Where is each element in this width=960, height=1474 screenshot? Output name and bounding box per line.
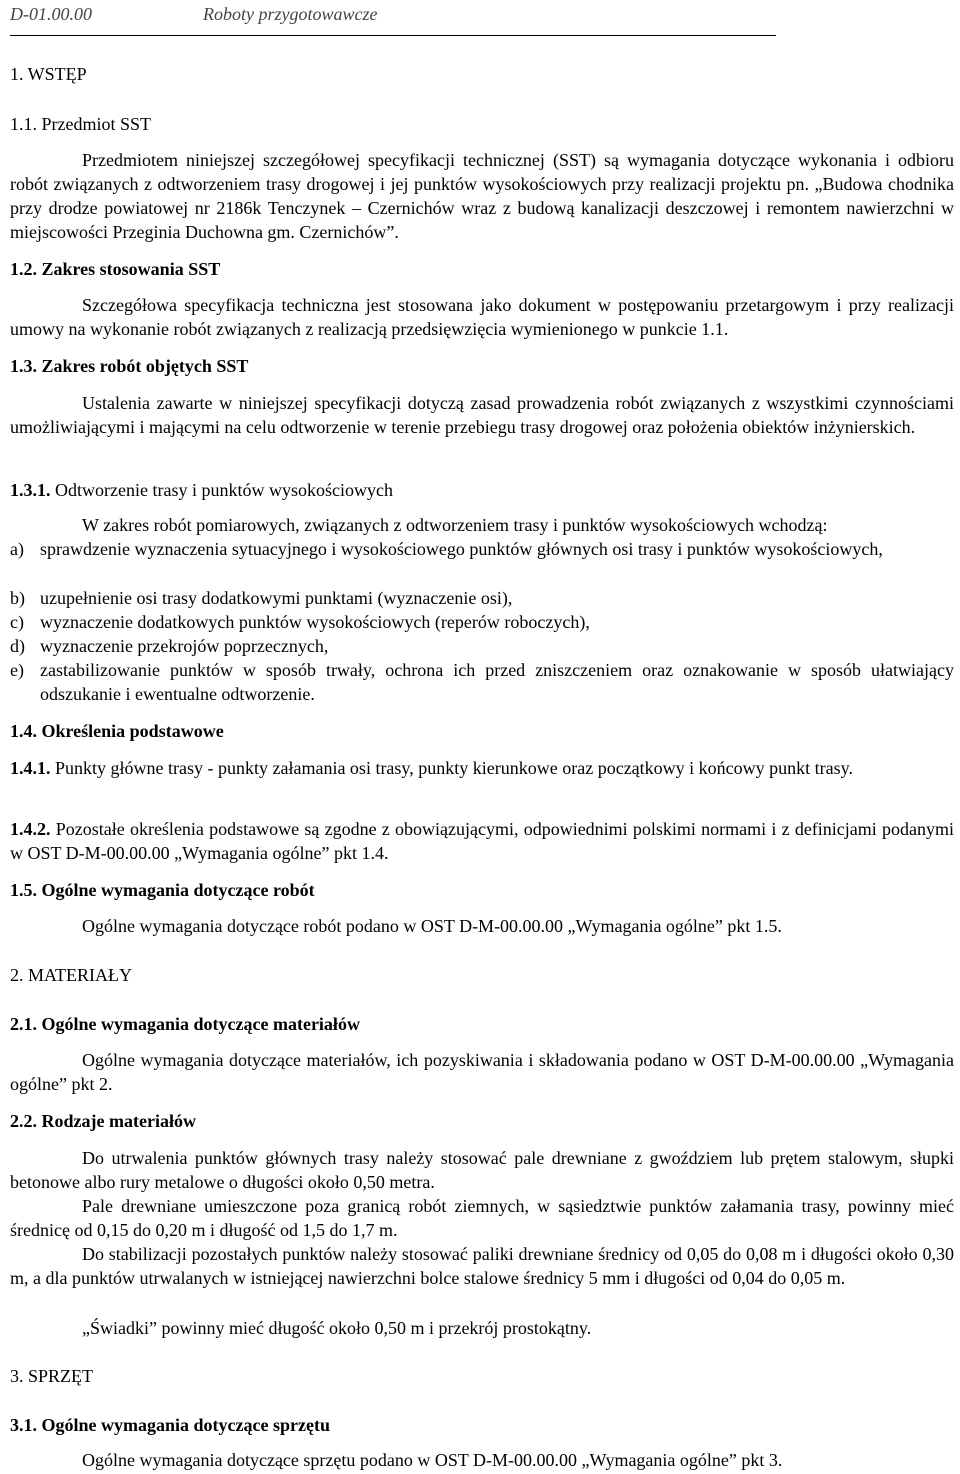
list-item-text: sprawdzenie wyznaczenia sytuacyjnego i wysokościowego punktów głównych osi trasy i punktów wysokościowych,: [40, 539, 883, 559]
subsection-number: 1.2.: [10, 259, 37, 279]
paragraph-1-5: Ogólne wymagania dotyczące robót podano w OST D-M-00.00.00 „Wymagania ogólne” pkt 1.5.: [82, 916, 782, 936]
subsection-title: Ogólne wymagania dotyczące robót: [41, 880, 315, 900]
list-item: [10, 634, 954, 658]
paragraph-text: Pozostałe określenia podstawowe są zgodne z obowiązującymi, odpowiednimi polskimi normami i z definicjami podanymi w OST D-M-00.00.00 „Wymagania ogólne” pkt 1.4.: [10, 819, 955, 863]
subsection-number: 2.1.: [10, 1014, 37, 1034]
list-item: [10, 537, 954, 561]
paragraph-number: 1.4.2.: [10, 819, 51, 839]
subsection-heading-1-5: [10, 878, 315, 902]
subsection-heading-2-1: [10, 1012, 360, 1036]
subsection-heading-1-3: [10, 354, 248, 378]
paragraph-1-3-1-intro: W zakres robót pomiarowych, związanych z odtworzeniem trasy i punktów wysokościowych wchodzą:: [82, 515, 828, 535]
paragraph-1-4-1: [10, 756, 954, 780]
subsection-title: Przedmiot SST: [41, 114, 152, 134]
subsection-title: Rodzaje materiałów: [41, 1111, 196, 1131]
subsection-number: 3.1.: [10, 1415, 37, 1435]
list-item: [10, 610, 954, 634]
list-item-text: zastabilizowanie punktów w sposób trwały, ochrona ich przed zniszczeniem oraz oznakowanie w sposób ułatwiający odszukanie i ewentualne odtworzenie.: [40, 660, 954, 704]
subsection-number: 1.4.: [10, 721, 37, 741]
subsection-number: 1.5.: [10, 880, 37, 900]
subsection-heading-1-4: [10, 719, 224, 743]
list-item-text: wyznaczenie przekrojów poprzecznych,: [40, 636, 329, 656]
list-item-label: a): [10, 539, 24, 559]
paragraph-number: 1.4.1.: [10, 758, 51, 778]
document-code: D-01.00.00: [10, 4, 92, 24]
list-item-label: e): [10, 660, 24, 680]
subsection-heading-1-2: [10, 257, 220, 281]
subsection-title: Zakres robót objętych SST: [41, 356, 249, 376]
subsection-number: 2.2.: [10, 1111, 37, 1131]
subsection-title: Określenia podstawowe: [41, 721, 224, 741]
paragraph-2-2-b: Pale drewniane umieszczone poza granicą robót ziemnych, w sąsiedztwie punktów załamania trasy, powinny mieć średnicę od 0,15 do 0,20 m i długość od 1,5 do 1,7 m.: [10, 1196, 954, 1240]
subsection-title: Ogólne wymagania dotyczące sprzętu: [41, 1415, 330, 1435]
subsection-number: 1.3.: [10, 356, 37, 376]
paragraph-2-2-a: Do utrwalenia punktów głównych trasy należy stosować pale drewniane z gwoździem lub prętem stalowym, słupki betonowe albo rury metalowe o długości około 0,50 metra.: [10, 1148, 954, 1192]
paragraph-text: Punkty główne trasy - punkty załamania osi trasy, punkty kierunkowe oraz początkowy i końcowy punkt trasy.: [55, 758, 853, 778]
paragraph-1-3: Ustalenia zawarte w niniejszej specyfikacji dotyczą zasad prowadzenia robót związanych z wszystkimi czynnościami umożliwiającymi i mającymi na celu odtworzenie w terenie przebiegu trasy drogowej oraz położenia obiektów inżynierskich.: [10, 393, 954, 437]
subsection-title: Zakres stosowania SST: [41, 259, 221, 279]
paragraph-3-1: Ogólne wymagania dotyczące sprzętu podano w OST D-M-00.00.00 „Wymagania ogólne” pkt 3.: [82, 1450, 783, 1470]
subsection-heading-1-1: [10, 112, 151, 136]
section-heading-3: 3. SPRZĘT: [10, 1366, 94, 1386]
paragraph-1-4-2: [10, 817, 954, 865]
subsection-number: 1.1.: [10, 114, 37, 134]
list-item: [10, 658, 954, 706]
section-heading-2: 2. MATERIAŁY: [10, 965, 132, 985]
subsection-heading-2-2: [10, 1109, 196, 1133]
list-item-label: d): [10, 636, 25, 656]
list-item-label: b): [10, 588, 25, 608]
page-header: [10, 1, 776, 36]
paragraph-2-1: Ogólne wymagania dotyczące materiałów, ich pozyskiwania i składowania podano w OST D-M-00.00.00 „Wymagania ogólne” pkt 2.: [10, 1050, 954, 1094]
subsection-heading-3-1: [10, 1413, 330, 1437]
paragraph-1-2: Szczegółowa specyfikacja techniczna jest stosowana jako dokument w postępowaniu przetargowym i przy realizacji umowy na wykonanie robót związanych z realizacją przedsięwzięcia wymienionego w punkcie 1.1.: [10, 295, 954, 339]
subsection-number: 1.3.1.: [10, 480, 51, 500]
list-item-label: c): [10, 612, 24, 632]
list-item-text: wyznaczenie dodatkowych punktów wysokościowych (reperów roboczych),: [40, 612, 590, 632]
paragraph-1-1: Przedmiotem niniejszej szczegółowej specyfikacji technicznej (SST) są wymagania dotyczące wykonania i odbioru robót związanych z odtworzeniem trasy drogowej i jej punktów wysokościowych przy realizacji projektu pn. „Budowa chodnika przy drodze powiatowej nr 2186k Tenczynek – Czernichów wraz z budową kanalizacji deszczowej i remontem nawierzchni w miejscowości Przeginia Duchowna gm. Czernichów”.: [10, 150, 954, 242]
section-heading-1: 1. WSTĘP: [10, 64, 87, 84]
list-item: [10, 586, 954, 610]
document-title: Roboty przygotowawcze: [203, 4, 378, 24]
paragraph-2-2-d: „Świadki” powinny mieć długość około 0,50 m i przekrój prostokątny.: [82, 1318, 592, 1338]
list-item-text: uzupełnienie osi trasy dodatkowymi punktami (wyznaczenie osi),: [40, 588, 513, 608]
subsection-title: Odtworzenie trasy i punktów wysokościowych: [55, 480, 393, 500]
subsection-title: Ogólne wymagania dotyczące materiałów: [41, 1014, 360, 1034]
subsection-heading-1-3-1: [10, 478, 393, 502]
paragraph-2-2-c: Do stabilizacji pozostałych punktów należy stosować paliki drewniane średnicy od 0,05 do 0,08 m i długości około 0,30 m, a dla punktów utrwalanych w istniejącej nawierzchni bolce stalowe średnicy 5 mm i długości od 0,04 do 0,05 m.: [10, 1244, 954, 1288]
